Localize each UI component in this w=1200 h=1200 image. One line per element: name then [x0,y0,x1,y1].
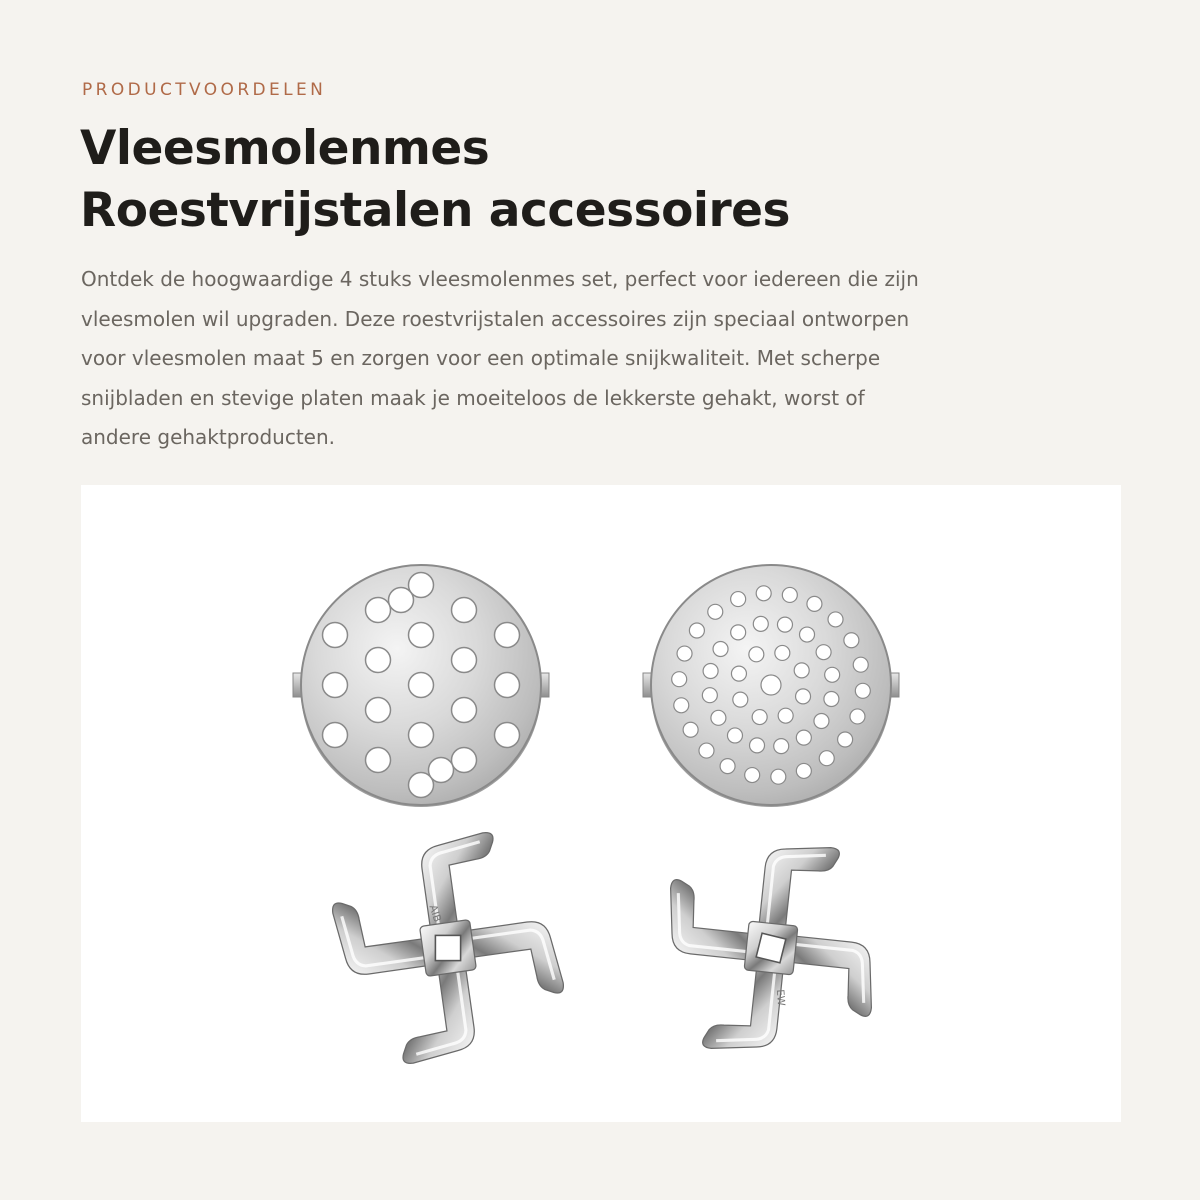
plate-hole [703,664,718,679]
plate-hole [749,647,764,662]
product-image [81,485,1121,1122]
plate-hole [702,688,717,703]
plate-hole [711,710,726,725]
plate-hole [366,648,391,673]
plate-hole [409,623,434,648]
plate-hole [855,683,870,698]
plate-hole [323,623,348,648]
plate-hole [674,698,689,713]
plate-hole [323,673,348,698]
plate-hole [366,748,391,773]
blade-engraving: EW [773,989,787,1007]
plate-hole [672,672,687,687]
plate-hole [720,759,735,774]
plate-hole [782,587,797,602]
description-line: snijbladen en stevige platen maak je moeiteloos de lekkerste gehakt, worst of [81,385,865,410]
plate-hole [745,768,760,783]
plate-hole [838,732,853,747]
plate-hole [771,769,786,784]
plate-hole [753,616,768,631]
description-line: Ontdek de hoogwaardige 4 stuks vleesmolenmes set, perfect voor iedereen die zijn [81,267,919,291]
plate-hole [752,710,767,725]
plate-hole [774,739,789,754]
plate-hole [495,673,520,698]
plate-hole [452,698,477,723]
plate-hole [689,623,704,638]
plate-hole [429,758,454,783]
product-description [81,260,1061,458]
plate-hole [825,667,840,682]
plate-hole [796,763,811,778]
plate-hole [796,689,811,704]
plate-hole [452,598,477,623]
plate-hole [775,645,790,660]
plate-hole [452,748,477,773]
plate-hole [713,641,728,656]
plate-hole [366,698,391,723]
plate-hole [409,723,434,748]
plate-hole [727,728,742,743]
plate-hole [708,604,723,619]
plate-hole [699,743,714,758]
plate-hole [731,625,746,640]
plate-hole [819,751,834,766]
plate-hole [794,663,809,678]
description-line: voor vleesmolen maat 5 en zorgen voor een optimale snijkwaliteit. Met scherpe [81,346,881,370]
plate-hole [778,708,793,723]
product-photo-illustration [81,485,1121,1122]
plate-hole [777,617,792,632]
plate-hole [750,738,765,753]
plate-hole [733,692,748,707]
plate-hole [816,645,831,660]
plate-hole [756,586,771,601]
description-line: vleesmolen wil upgraden. Deze roestvrijstalen accessoires zijn speciaal ontworpen [81,306,910,331]
plate-hole [495,723,520,748]
plate-hole [853,657,868,672]
title-line-2: Roestvrijstalen accessoires [80,183,790,238]
plate-hole [683,722,698,737]
title-line-1: Vleesmolenmes [80,121,490,176]
plate-hole [796,730,811,745]
page-title [80,118,790,242]
plate-hole [389,588,414,613]
plate-hole [824,691,839,706]
plate-hole [366,598,391,623]
plate-hole [409,673,434,698]
section-eyebrow: PRODUCTVOORDELEN [82,80,327,100]
plate-hole [828,612,843,627]
plate-hole [731,592,746,607]
plate-hole [452,648,477,673]
description-line: andere gehaktproducten. [81,425,335,449]
plate-hole [807,596,822,611]
coarse-grinder-plate [293,565,549,807]
cross-blade-right [654,831,887,1064]
plate-hole [495,623,520,648]
plate-hole [323,723,348,748]
plate-hole [731,666,746,681]
plate-hole [800,627,815,642]
blade-engraving: AIB [426,903,444,924]
cross-blade-left [325,825,572,1072]
plate-hole [761,675,781,695]
plate-hole [814,714,829,729]
plate-hole [844,633,859,648]
plate-hole [677,646,692,661]
plate-hole [850,709,865,724]
fine-grinder-plate [643,565,899,807]
